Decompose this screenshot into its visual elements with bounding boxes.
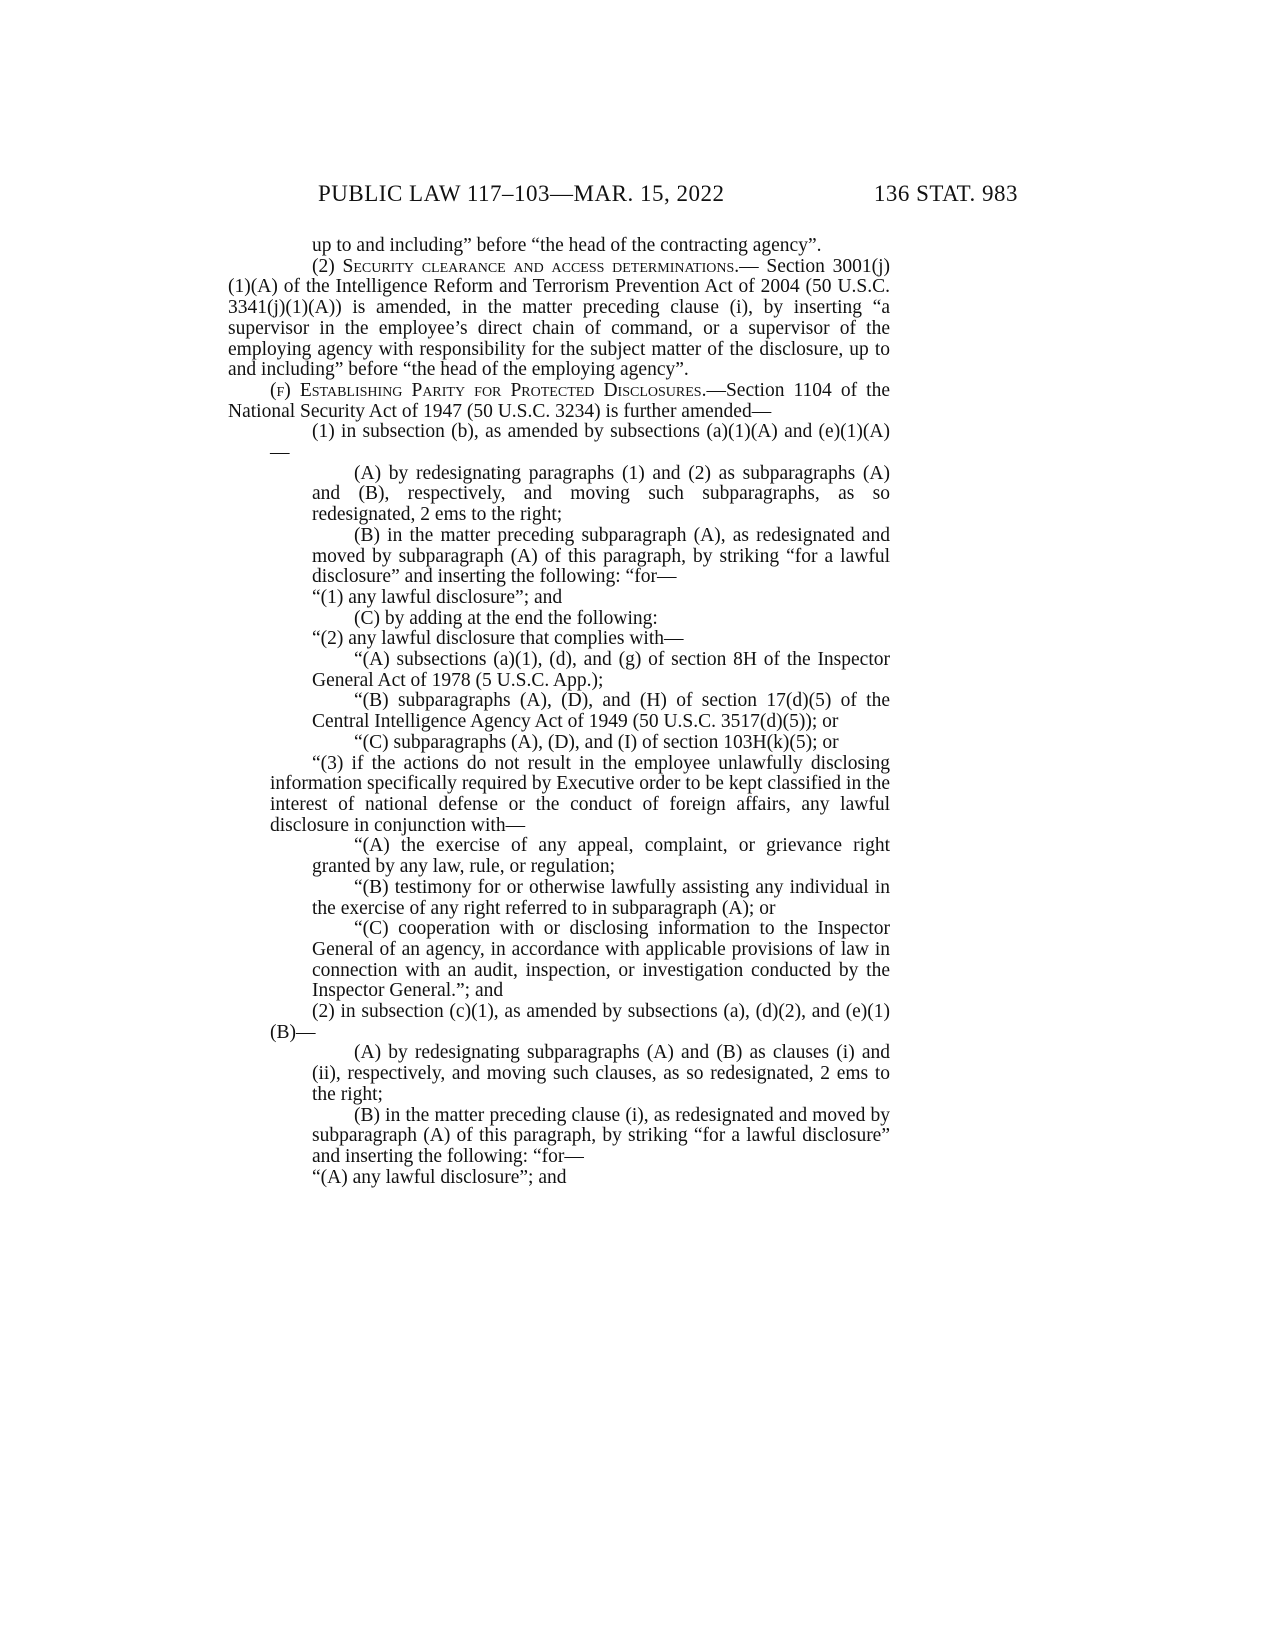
quoted-item-A: “(A) any lawful disclosure”; and: [312, 1166, 567, 1188]
quoted-item-3B: “(B) testimony for or otherwise lawfully assisting any individual in the exercise of any right referred to in subparagraph (A); or: [312, 876, 890, 919]
quoted-item-2A: “(A) subsections (a)(1), (d), and (g) of section 8H of the Inspector General Act of 1978 (5 U.S.C. App.);: [312, 649, 890, 691]
quoted-item-3C: “(C) cooperation with or disclosing information to the Inspector General of an agency, in accordance with applicable provisions of law in connection with an audit, inspection, or investigation conducted by the Inspector General.”; and: [312, 918, 890, 1002]
running-header: [228, 181, 1018, 211]
subparagraph-f2B: (B) in the matter preceding clause (i), as redesignated and moved by subparagraph (A) of this paragraph, by striking “for a lawful disclosure” and inserting the following: “for—: [312, 1104, 890, 1167]
subsection-heading: (f) Establishing Parity for Protected Disclosures.: [270, 379, 707, 401]
subparagraph-f1C: (C) by adding at the end the following:: [354, 607, 658, 629]
subparagraph-f2A: (A) by redesignating subparagraphs (A) and (B) as clauses (i) and (ii), respectively, and moving such clauses, as so redesignated, 2 ems to the right;: [312, 1042, 890, 1105]
law-title: PUBLIC LAW 117–103—MAR. 15, 2022: [318, 181, 725, 206]
subparagraph-f1B: (B) in the matter preceding subparagraph (A), as redesignated and moved by subparagraph (A) of this paragraph, by striking “for a lawful disclosure” and inserting the following: “for—: [312, 524, 890, 588]
subsection-f: [228, 381, 890, 422]
subparagraph-f1A: (A) by redesignating paragraphs (1) and (2) as subparagraphs (A) and (B), respectively, and moving such subparagraphs, as so redesignated, 2 ems to the right;: [312, 462, 890, 526]
paragraph-continuation: up to and including” before “the head of the contracting agency”.: [312, 235, 822, 256]
quoted-item-3A: “(A) the exercise of any appeal, complaint, or grievance right granted by any law, rule, or regulation;: [312, 835, 890, 878]
paragraph-e2: [228, 257, 890, 381]
statute-text: [228, 236, 890, 1188]
paragraph-f1: (1) in subsection (b), as amended by subsections (a)(1)(A) and (e)(1)(A)—: [270, 421, 890, 464]
quoted-item-1: “(1) any lawful disclosure”; and: [312, 586, 563, 608]
quoted-item-2B: “(B) subparagraphs (A), (D), and (H) of section 17(d)(5) of the Central Intelligence Agency Act of 1949 (50 U.S.C. 3517(d)(5)); or: [312, 690, 890, 733]
paragraph-f2: (2) in subsection (c)(1), as amended by subsections (a), (d)(2), and (e)(1)(B)—: [270, 1001, 890, 1043]
stat-page-reference: 136 STAT. 983: [873, 181, 1018, 206]
paragraph-body: Section 3001(j)(1)(A) of the Intelligence Reform and Terrorism Prevention Act of 2004 (50 U.S.C. 3341(j)(1)(A)) is amended, in the matter preceding clause (i), by inserting “a supervisor in the employee’s direct chain of command, or a supervisor of the employing agency with responsibility for the subject matter of the disclosure, up to and including” before “the head of the employing agency”.: [228, 255, 890, 381]
quoted-item-3: “(3) if the actions do not result in the employee unlawfully disclosing information specifically required by Executive order to be kept classified in the interest of national defense or the conduct of foreign affairs, any lawful disclosure in conjunction with—: [270, 752, 890, 836]
subsection-body: —Section 1104 of the National Security Act of 1947 (50 U.S.C. 3234) is further amended—: [228, 379, 890, 422]
paragraph-heading: (2) Security clearance and access determinations.—: [312, 255, 759, 277]
quoted-item-2C: “(C) subparagraphs (A), (D), and (I) of section 103H(k)(5); or: [354, 731, 839, 753]
quoted-item-2: “(2) any lawful disclosure that complies with—: [312, 628, 684, 650]
